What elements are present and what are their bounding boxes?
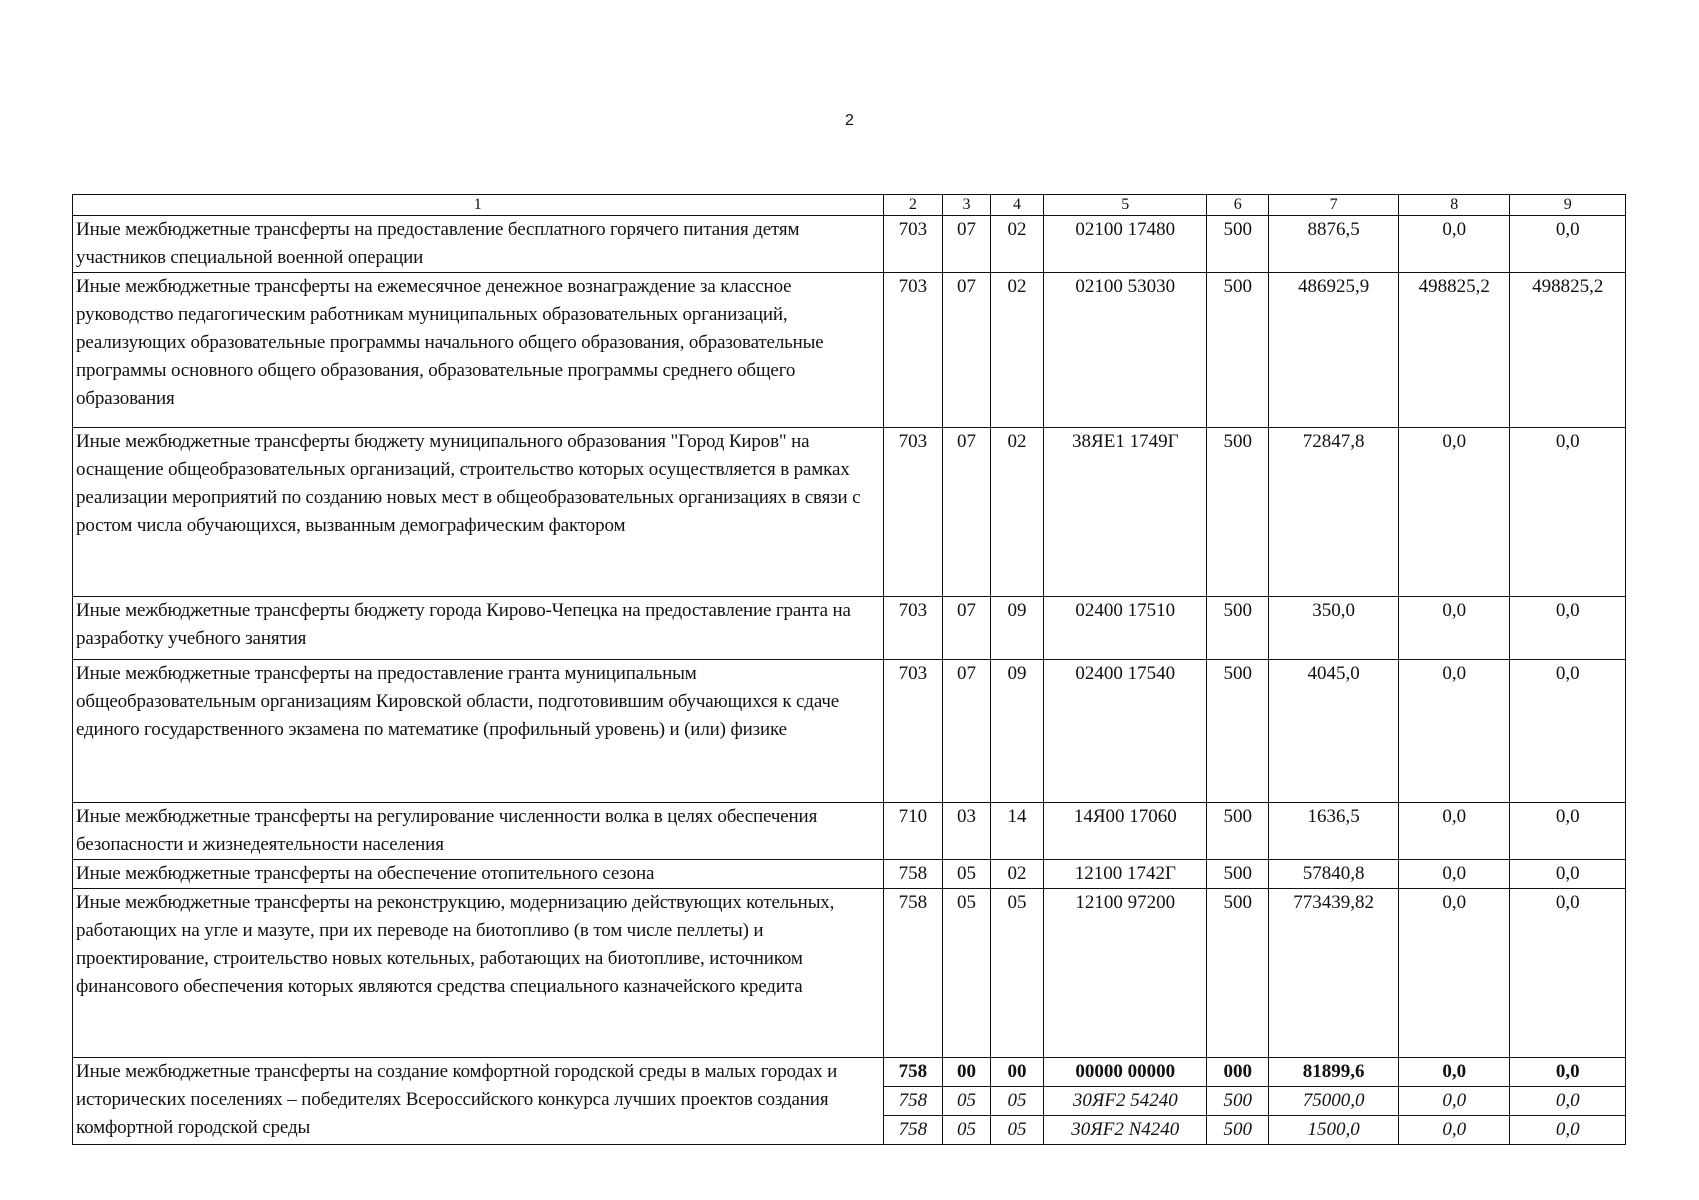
- cell-c4: 02: [990, 428, 1044, 597]
- cell-c9: 0,0: [1510, 597, 1626, 660]
- cell-c7: 350,0: [1269, 597, 1399, 660]
- cell-c8: 0,0: [1399, 597, 1510, 660]
- cell-c8: 0,0: [1399, 1058, 1510, 1087]
- cell-c7: 4045,0: [1269, 660, 1399, 803]
- cell-c3: 05: [943, 1087, 990, 1116]
- column-header: 1: [73, 195, 884, 216]
- cell-c7: 1636,5: [1269, 803, 1399, 860]
- cell-c8: 0,0: [1399, 216, 1510, 273]
- cell-c2: 703: [883, 216, 943, 273]
- cell-c4: 02: [990, 216, 1044, 273]
- cell-c2: 703: [883, 660, 943, 803]
- cell-c6: 500: [1207, 428, 1269, 597]
- cell-c9: 498825,2: [1510, 273, 1626, 428]
- cell-c2: 703: [883, 597, 943, 660]
- cell-c8: 0,0: [1399, 1116, 1510, 1145]
- cell-c8: 0,0: [1399, 428, 1510, 597]
- cell-c9: 0,0: [1510, 1058, 1626, 1087]
- cell-c8: 0,0: [1399, 660, 1510, 803]
- cell-c8: 0,0: [1399, 803, 1510, 860]
- cell-c5: 02100 17480: [1044, 216, 1207, 273]
- cell-c3: 05: [943, 1116, 990, 1145]
- row-description: Иные межбюджетные трансферты на реконструкцию, модернизацию действующих котельных, работающих на угле и мазуте, при их переводе на биотопливо (в том числе пеллеты) и проектирование, строительство новых котельных, работающих на биотопливе, источником финансового обеспечения которых являются средства специального казначейского кредита: [73, 889, 884, 1058]
- cell-c7: 75000,0: [1269, 1087, 1399, 1116]
- cell-c6: 500: [1207, 889, 1269, 1058]
- column-header: 3: [943, 195, 990, 216]
- cell-c3: 07: [943, 428, 990, 597]
- column-header: 6: [1207, 195, 1269, 216]
- cell-c6: 500: [1207, 860, 1269, 889]
- cell-c2: 758: [883, 860, 943, 889]
- cell-c8: 0,0: [1399, 889, 1510, 1058]
- cell-c2: 703: [883, 273, 943, 428]
- row-description: Иные межбюджетные трансферты на ежемесячное денежное вознаграждение за классное руководство педагогическим работникам муниципальных образовательных организаций, реализующих образовательные программы начального общего образования, образовательные программы основного общего образования, образовательные программы среднего общего образования: [73, 273, 884, 428]
- table-row: [73, 889, 1626, 1058]
- cell-c7: 57840,8: [1269, 860, 1399, 889]
- cell-c2: 758: [883, 1116, 943, 1145]
- table-row: [73, 860, 1626, 889]
- column-header: 8: [1399, 195, 1510, 216]
- cell-c5: 00000 00000: [1044, 1058, 1207, 1087]
- cell-c4: 09: [990, 597, 1044, 660]
- cell-c9: 0,0: [1510, 216, 1626, 273]
- cell-c7: 8876,5: [1269, 216, 1399, 273]
- column-header: 2: [883, 195, 943, 216]
- cell-c4: 09: [990, 660, 1044, 803]
- cell-c7: 72847,8: [1269, 428, 1399, 597]
- cell-c5: 30ЯF2 N4240: [1044, 1116, 1207, 1145]
- cell-c8: 0,0: [1399, 860, 1510, 889]
- cell-c6: 500: [1207, 1116, 1269, 1145]
- table-header-row: [73, 195, 1626, 216]
- table-row: [73, 428, 1626, 597]
- cell-c3: 00: [943, 1058, 990, 1087]
- row-description: Иные межбюджетные трансферты на обеспечение отопительного сезона: [73, 860, 884, 889]
- cell-c9: 0,0: [1510, 428, 1626, 597]
- cell-c9: 0,0: [1510, 889, 1626, 1058]
- cell-c9: 0,0: [1510, 1087, 1626, 1116]
- cell-c9: 0,0: [1510, 1116, 1626, 1145]
- cell-c6: 500: [1207, 803, 1269, 860]
- row-description: Иные межбюджетные трансферты бюджету муниципального образования "Город Киров" на оснащение общеобразовательных организаций, строительство которых осуществляется в рамках реализации мероприятий по созданию новых мест в общеобразовательных организациях в связи с ростом числа обучающихся, вызванным демографическим фактором: [73, 428, 884, 597]
- table-row: [73, 597, 1626, 660]
- cell-c4: 02: [990, 860, 1044, 889]
- cell-c6: 500: [1207, 597, 1269, 660]
- cell-c2: 710: [883, 803, 943, 860]
- cell-c6: 500: [1207, 216, 1269, 273]
- cell-c5: 02400 17510: [1044, 597, 1207, 660]
- cell-c7: 486925,9: [1269, 273, 1399, 428]
- cell-c3: 07: [943, 273, 990, 428]
- cell-c3: 07: [943, 597, 990, 660]
- cell-c3: 07: [943, 216, 990, 273]
- column-header: 7: [1269, 195, 1399, 216]
- cell-c9: 0,0: [1510, 803, 1626, 860]
- cell-c3: 05: [943, 889, 990, 1058]
- column-header: 9: [1510, 195, 1626, 216]
- table-row: [73, 803, 1626, 860]
- row-description: Иные межбюджетные трансферты на предоставление гранта муниципальным общеобразовательным организациям Кировской области, подготовившим обучающихся к сдаче единого государственного экзамена по математике (профильный уровень) и (или) физике: [73, 660, 884, 803]
- cell-c8: 498825,2: [1399, 273, 1510, 428]
- table-row: [73, 216, 1626, 273]
- cell-c6: 000: [1207, 1058, 1269, 1087]
- row-description: Иные межбюджетные трансферты на предоставление бесплатного горячего питания детям участников специальной военной операции: [73, 216, 884, 273]
- cell-c5: 02400 17540: [1044, 660, 1207, 803]
- cell-c5: 38ЯЕ1 1749Г: [1044, 428, 1207, 597]
- cell-c2: 758: [883, 1058, 943, 1087]
- table-row: [73, 660, 1626, 803]
- row-description: Иные межбюджетные трансферты на регулирование численности волка в целях обеспечения безопасности и жизнедеятельности населения: [73, 803, 884, 860]
- cell-c4: 05: [990, 889, 1044, 1058]
- cell-c5: 12100 97200: [1044, 889, 1207, 1058]
- cell-c4: 05: [990, 1116, 1044, 1145]
- cell-c7: 81899,6: [1269, 1058, 1399, 1087]
- row-description: Иные межбюджетные трансферты на создание комфортной городской среды в малых городах и исторических поселениях – победителях Всероссийского конкурса лучших проектов создания комфортной городской среды: [73, 1058, 884, 1145]
- page-number: 2: [845, 112, 854, 129]
- cell-c9: 0,0: [1510, 660, 1626, 803]
- cell-c6: 500: [1207, 1087, 1269, 1116]
- cell-c5: 30ЯF2 54240: [1044, 1087, 1207, 1116]
- cell-c6: 500: [1207, 660, 1269, 803]
- cell-c7: 1500,0: [1269, 1116, 1399, 1145]
- column-header: 5: [1044, 195, 1207, 216]
- cell-c4: 00: [990, 1058, 1044, 1087]
- cell-c5: 12100 1742Г: [1044, 860, 1207, 889]
- column-header: 4: [990, 195, 1044, 216]
- row-description: Иные межбюджетные трансферты бюджету города Кирово-Чепецка на предоставление гранта на разработку учебного занятия: [73, 597, 884, 660]
- table-row: [73, 273, 1626, 428]
- cell-c3: 05: [943, 860, 990, 889]
- cell-c4: 14: [990, 803, 1044, 860]
- cell-c4: 05: [990, 1087, 1044, 1116]
- cell-c9: 0,0: [1510, 860, 1626, 889]
- cell-c2: 758: [883, 1087, 943, 1116]
- cell-c6: 500: [1207, 273, 1269, 428]
- cell-c3: 03: [943, 803, 990, 860]
- cell-c4: 02: [990, 273, 1044, 428]
- cell-c5: 02100 53030: [1044, 273, 1207, 428]
- cell-c7: 773439,82: [1269, 889, 1399, 1058]
- cell-c2: 703: [883, 428, 943, 597]
- cell-c3: 07: [943, 660, 990, 803]
- cell-c5: 14Я00 17060: [1044, 803, 1207, 860]
- cell-c8: 0,0: [1399, 1087, 1510, 1116]
- budget-table: [72, 194, 1626, 1145]
- table-row-group-total: [73, 1058, 1626, 1087]
- cell-c2: 758: [883, 889, 943, 1058]
